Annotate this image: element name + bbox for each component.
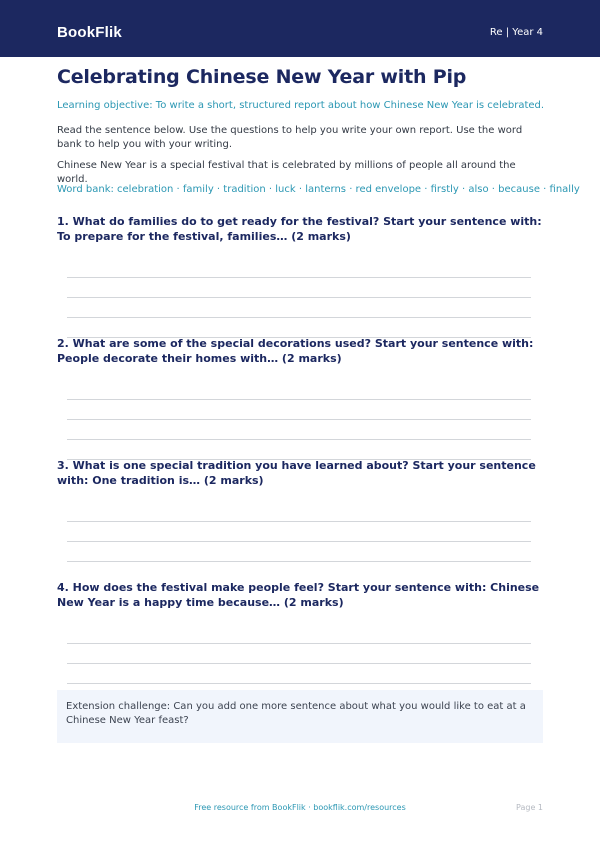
word-bank: Word bank: celebration · family · tradition · luck · lanterns · red envelope · firstly · also · because · finally (57, 184, 580, 195)
question-3: 3. What is one special tradition you have learned about? Start your sentence with: One tradition is… (2 marks) (57, 459, 536, 487)
header-bar (0, 0, 600, 57)
answer-line[interactable] (67, 521, 531, 522)
learning-objective: Learning objective: To write a short, structured report about how Chinese New Year is celebrated. (57, 100, 545, 111)
answer-line[interactable] (67, 399, 531, 400)
question-2: 2. What are some of the special decorations used? Start your sentence with: People decorate their homes with… (2 marks) (57, 337, 534, 365)
answer-line[interactable] (67, 297, 531, 298)
instructions-text: Read the sentence below. Use the questions to help you write your own report. Use the word bank to help you with your writing. (57, 125, 523, 150)
answer-line[interactable] (67, 643, 531, 644)
answer-line[interactable] (67, 317, 531, 318)
footer-link[interactable]: Free resource from BookFlik · bookflik.com/resources (194, 803, 406, 812)
page-title: Celebrating Chinese New Year with Pip (57, 66, 467, 88)
answer-line[interactable] (67, 277, 531, 278)
answer-line[interactable] (67, 419, 531, 420)
question-4: 4. How does the festival make people feel? Start your sentence with: Chinese New Year is a happy time because… (2 marks) (57, 581, 540, 609)
answer-line[interactable] (67, 663, 531, 664)
extension-box (57, 690, 543, 743)
answer-line[interactable] (67, 439, 531, 440)
extension-challenge: Extension challenge: Can you add one more sentence about what you would like to eat at a Chinese New Year feast? (66, 701, 526, 726)
answer-line[interactable] (67, 541, 531, 542)
answer-line[interactable] (67, 683, 531, 684)
header-meta: Re | Year 4 (489, 27, 543, 38)
model-sentence: Chinese New Year is a special festival that is celebrated by millions of people all around the world. (57, 160, 516, 185)
question-1: 1. What do families do to get ready for the festival? Start your sentence with: To prepare for the festival, families… (2 marks) (57, 215, 542, 243)
page-number: Page 1 (516, 803, 543, 812)
brand-logo[interactable]: BookFlik (57, 24, 122, 41)
answer-line[interactable] (67, 561, 531, 562)
